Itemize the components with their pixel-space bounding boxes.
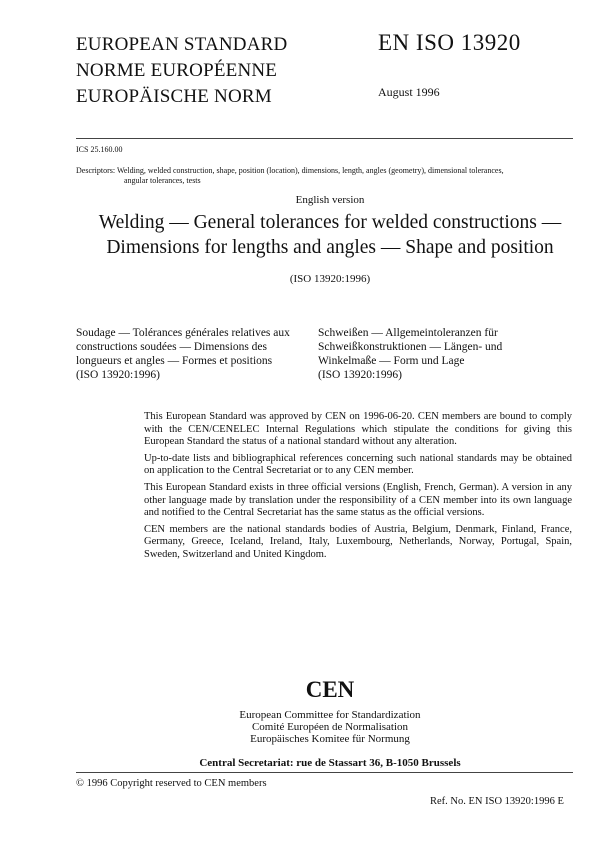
central-secretariat: Central Secretariat: rue de Stassart 36, B-1050 Brussels <box>199 757 461 769</box>
descriptors <box>76 166 576 186</box>
footer-divider <box>76 772 573 773</box>
standard-title-fr: NORME EUROPÉENNE <box>76 60 278 81</box>
german-title <box>318 326 540 382</box>
german-title-line2: Schweißkonstruktionen — Längen- und <box>318 341 503 353</box>
approval-text <box>144 411 572 566</box>
org-name-fr: Comité Européen de Normalisation <box>251 721 409 733</box>
org-name-de: Europäisches Komitee für Normung <box>250 733 410 745</box>
language-version: English version <box>295 194 365 206</box>
descriptors-line2: angular tolerances, tests <box>124 176 201 185</box>
cen-logo: CEN <box>305 677 355 702</box>
document-title <box>0 210 600 260</box>
reference-number: Ref. No. EN ISO 13920:1996 E <box>430 796 564 807</box>
german-title-line1: Schweißen — Allgemeintoleranzen für <box>318 327 498 339</box>
document-number: EN ISO 13920 <box>378 30 521 55</box>
ics-code: ICS 25.160.00 <box>76 145 123 154</box>
publication-date: August 1996 <box>378 85 440 99</box>
descriptors-line1: Welding, welded construction, shape, position (location), dimensions, length, angles (geometry), dimensional tolerances, <box>116 166 504 175</box>
members-paragraph: CEN members are the national standards bodies of Austria, Belgium, Denmark, Finland, France, Germany, Greece, Iceland, Ireland, Italy, Luxembourg, Netherlands, Norway, Portugal, Spain, Sweden, Switzerland and United Kingdom. <box>144 523 572 560</box>
descriptors-label: Descriptors: <box>76 166 116 175</box>
copyright: © 1996 Copyright reserved to CEN members <box>76 778 267 789</box>
french-title-line3: longueurs et angles — Formes et positions <box>76 355 273 367</box>
standard-title-de: EUROPÄISCHE NORM <box>76 86 272 107</box>
title-line2: Dimensions for lengths and angles — Shape and position <box>106 237 554 258</box>
french-title-line4: (ISO 13920:1996) <box>76 369 161 381</box>
header-divider <box>76 138 573 139</box>
standard-title-en: EUROPEAN STANDARD <box>76 34 288 55</box>
org-name-en: European Committee for Standardization <box>239 709 421 721</box>
german-title-line3: Winkelmaße — Form und Lage <box>318 355 465 367</box>
approval-paragraph: This European Standard was approved by CEN on 1996-06-20. CEN members are bound to comply with the CEN/CENELEC Internal Regulations which stipulate the conditions for giving this European Standard the status of a national standard without any alteration. <box>144 411 572 448</box>
iso-reference: (ISO 13920:1996) <box>289 273 371 285</box>
french-title <box>76 326 298 382</box>
french-title-line2: constructions soudées — Dimensions des <box>76 341 268 353</box>
versions-paragraph: This European Standard exists in three official versions (English, French, German). A version in any other language made by translation under the responsibility of a CEN member into its own language and notified to the Central Secretariat has the same status as the official versions. <box>144 481 572 519</box>
german-title-line4: (ISO 13920:1996) <box>318 369 403 381</box>
title-line1: Welding — General tolerances for welded constructions — <box>98 212 562 233</box>
french-title-line1: Soudage — Tolérances générales relatives aux <box>76 327 290 339</box>
references-paragraph: Up-to-date lists and bibliographical references concerning such national standards may be obtained on application to the Central Secretariat or to any CEN member. <box>144 452 572 477</box>
